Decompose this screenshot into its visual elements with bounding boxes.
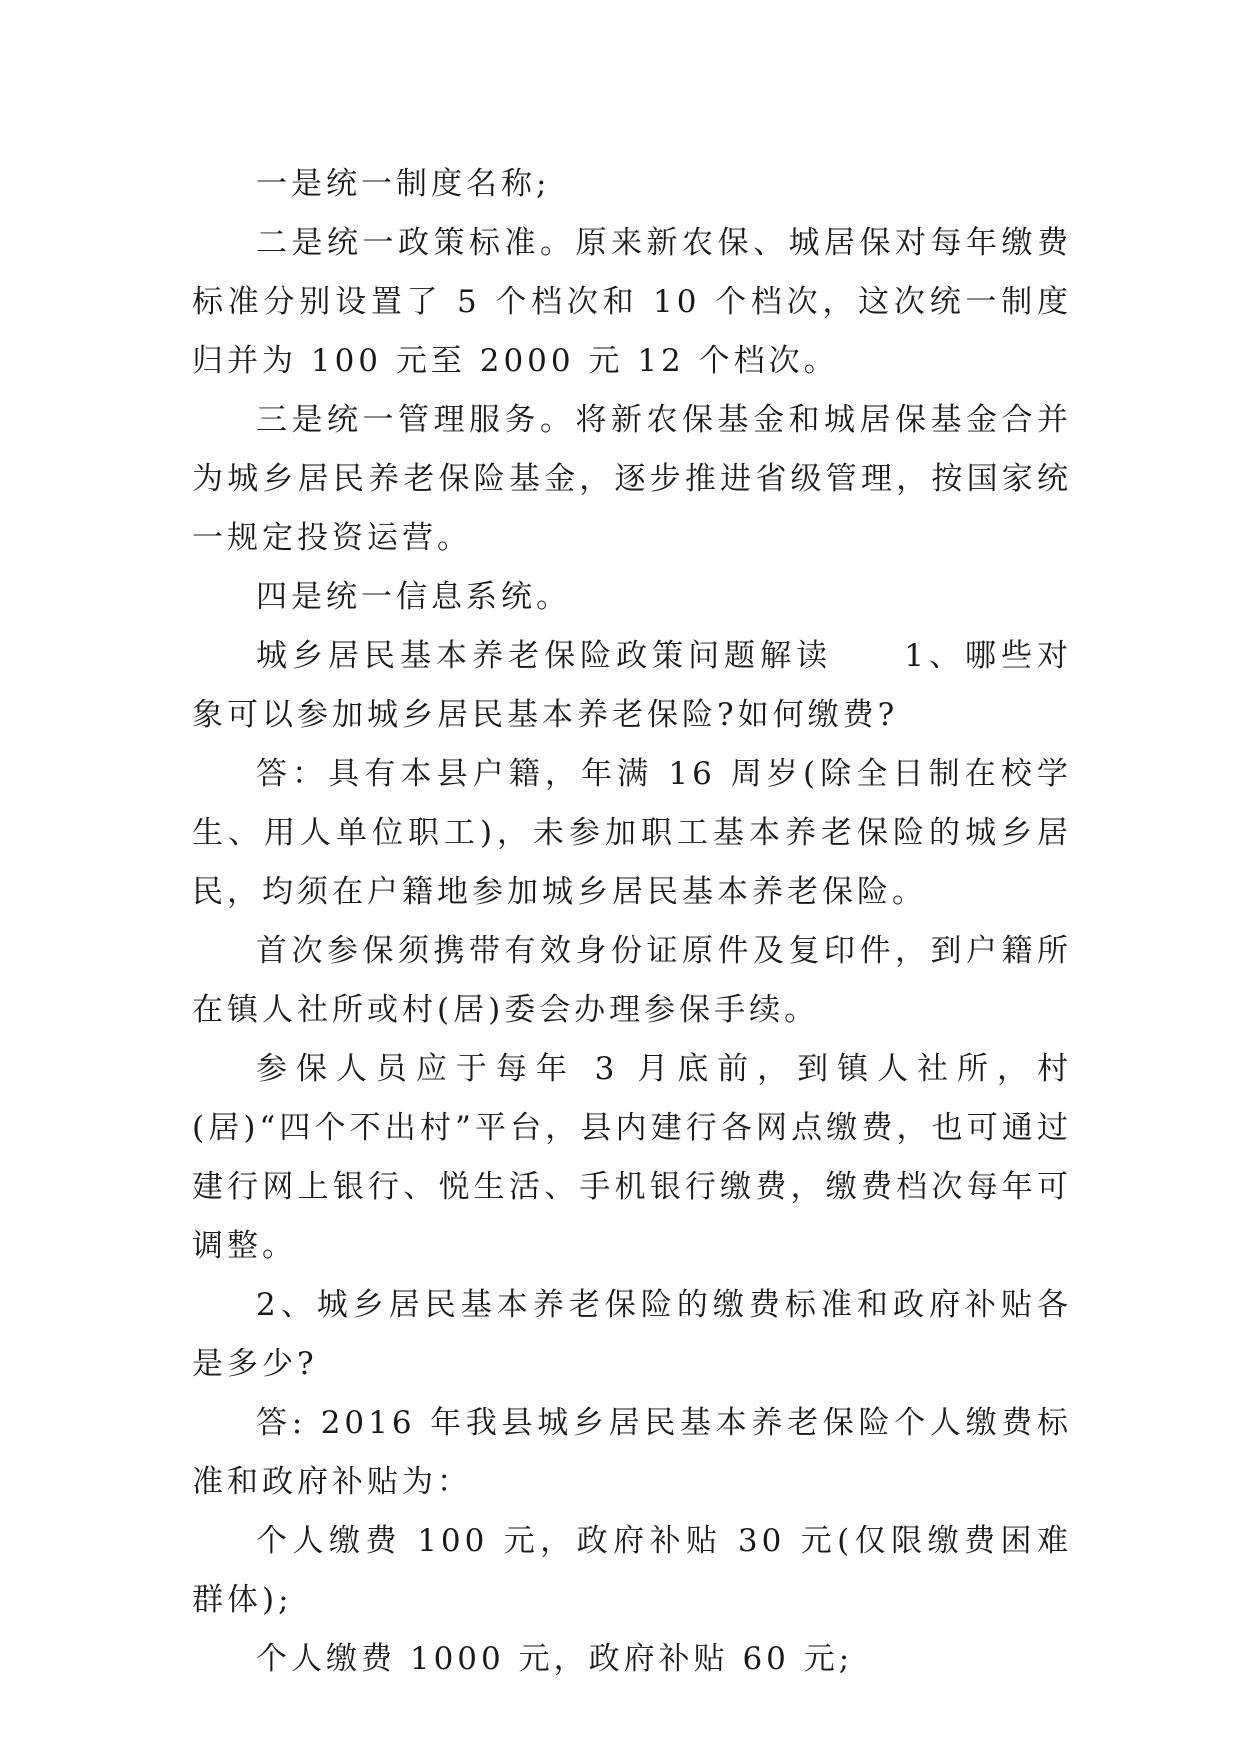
- paragraph-answer-1: 答：具有本县户籍，年满 16 周岁(除全日制在校学生、用人单位职工)，未参加职工基本养老保险的城乡居民，均须在户籍地参加城乡居民基本养老保险。: [192, 756, 1072, 910]
- paragraph-tier-1000: 个人缴费 1000 元，政府补贴 60 元;: [256, 1641, 854, 1677]
- paragraph-question-1: 城乡居民基本养老保险政策问题解读 1、哪些对象可以参加城乡居民基本养老保险?如何缴费?: [192, 638, 1072, 733]
- paragraph-tier-100: 个人缴费 100 元，政府补贴 30 元(仅限缴费困难群体);: [192, 1523, 1072, 1618]
- paragraph-unify-name: 一是统一制度名称;: [256, 166, 551, 202]
- document-body: [192, 155, 1072, 1689]
- paragraph-payment-channels: 参保人员应于每年 3 月底前，到镇人社所，村(居)“四个不出村”平台，县内建行各网点缴费，也可通过建行网上银行、悦生活、手机银行缴费，缴费档次每年可调整。: [192, 1051, 1072, 1264]
- paragraph-unify-information: 四是统一信息系统。: [256, 579, 571, 615]
- paragraph-answer-2: 答: 2016 年我县城乡居民基本养老保险个人缴费标准和政府补贴为：: [192, 1405, 1072, 1500]
- paragraph-unify-management: 三是统一管理服务。将新农保基金和城居保基金合并为城乡居民养老保险基金，逐步推进省级管理，按国家统一规定投资运营。: [192, 402, 1072, 556]
- paragraph-unify-policy: 二是统一政策标准。原来新农保、城居保对每年缴费标准分别设置了 5 个档次和 10 个档次，这次统一制度归并为 100 元至 2000 元 12 个档次。: [192, 225, 1072, 379]
- paragraph-first-enrollment: 首次参保须携带有效身份证原件及复印件，到户籍所在镇人社所或村(居)委会办理参保手续。: [192, 933, 1072, 1028]
- paragraph-question-2: 2、城乡居民基本养老保险的缴费标准和政府补贴各是多少?: [192, 1287, 1072, 1382]
